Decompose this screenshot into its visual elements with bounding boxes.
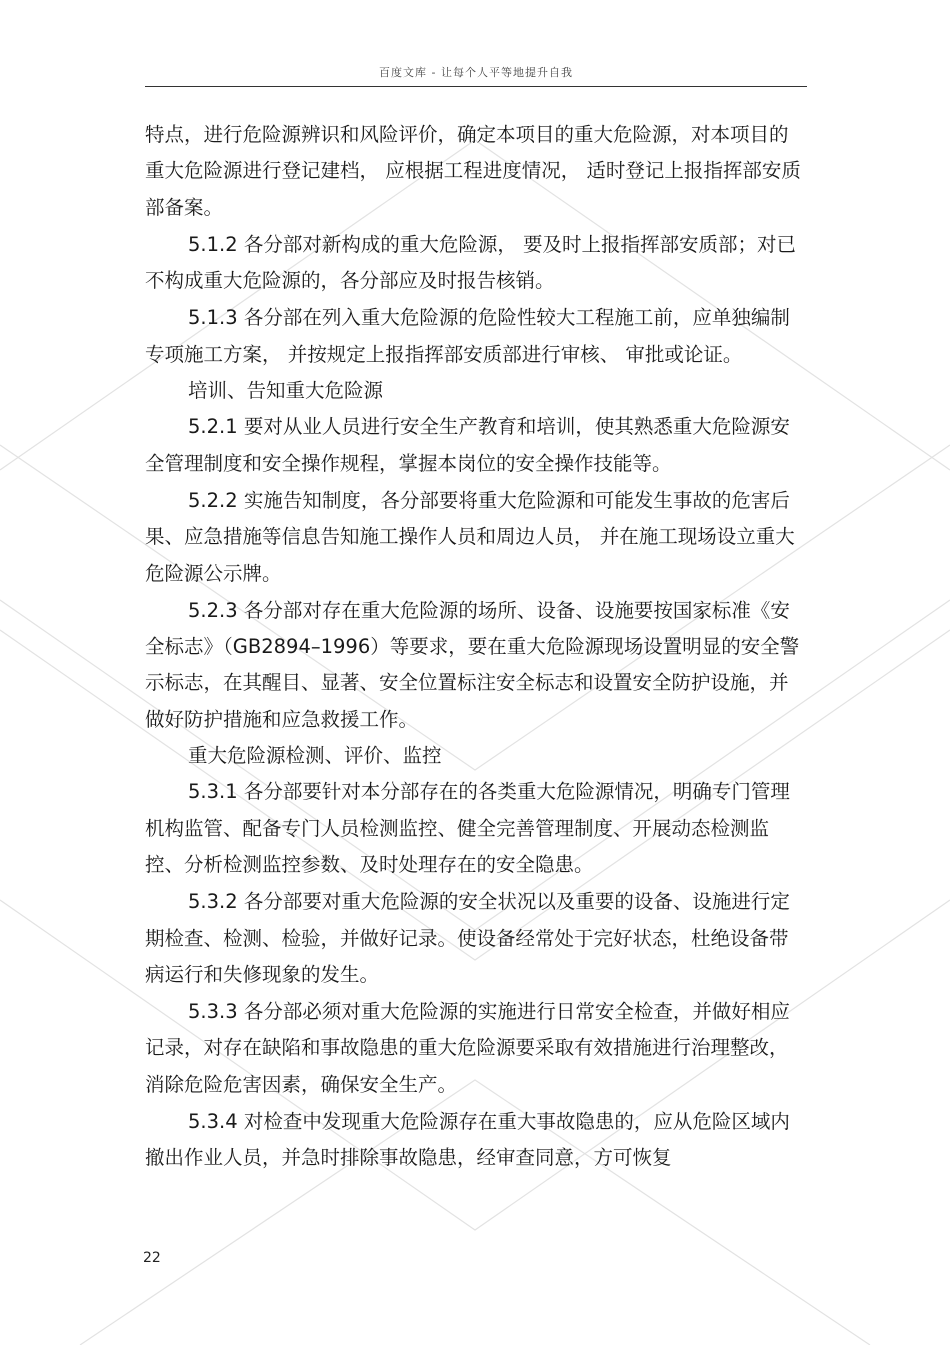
- paragraph: 特点，进行危险源辨识和风险评价，确定本项目的重大危险源，对本项目的重大危险源进行登记建档， 应根据工程进度情况， 适时登记上报指挥部安质部备案。: [145, 123, 801, 219]
- page-header: 百度文库 - 让每个人平等地提升自我: [379, 66, 573, 79]
- paragraph: 5.3.2 各分部要对重大危险源的安全状况以及重要的设备、设施进行定期检查、检测、检验，并做好记录。使设备经常处于完好状态，杜绝设备带病运行和失修现象的发生。: [145, 890, 790, 986]
- paragraph: 5.2.3 各分部对存在重大危险源的场所、设备、设施要按国家标准《安全标志》（GB2894–1996）等要求，要在重大危险源现场设置明显的安全警示标志，在其醒目、显著、安全位置标注安全标志和设置安全防护设施，并做好防护措施和应急救援工作。: [145, 598, 800, 731]
- section-heading: 重大危险源检测、评价、监控: [188, 744, 442, 768]
- paragraph: 5.3.3 各分部必须对重大危险源的实施进行日常安全检查，并做好相应记录，对存在缺陷和事故隐患的重大危险源要采取有效措施进行治理整改，消除危险危害因素，确保安全生产。: [145, 1000, 790, 1096]
- paragraph: 5.3.1 各分部要针对本分部存在的各类重大危险源情况，明确专门管理机构监管、配备专门人员检测监控、健全完善管理制度、开展动态检测监控、分析检测监控参数、及时处理存在的安全隐患。: [145, 780, 790, 876]
- document-body: [145, 117, 807, 1177]
- page-number: 22: [143, 1250, 161, 1266]
- paragraph: 5.2.1 要对从业人员进行安全生产教育和培训，使其熟悉重大危险源安全管理制度和安全操作规程，掌握本岗位的安全操作技能等。: [145, 415, 790, 475]
- section-heading: 培训、告知重大危险源: [188, 379, 384, 403]
- header-rule: [145, 86, 807, 87]
- paragraph: 5.2.2 实施告知制度，各分部要将重大危险源和可能发生事故的危害后果、应急措施等信息告知施工操作人员和周边人员， 并在施工现场设立重大危险源公示牌。: [145, 488, 795, 585]
- paragraph: 5.1.2 各分部对新构成的重大危险源， 要及时上报指挥部安质部；对已不构成重大危险源的，各分部应及时报告核销。: [145, 232, 797, 293]
- paragraph: 5.1.3 各分部在列入重大危险源的危险性较大工程施工前，应单独编制专项施工方案， 并按规定上报指挥部安质部进行审核、 审批或论证。: [145, 306, 790, 366]
- paragraph: 5.3.4 对检查中发现重大危险源存在重大事故隐患的，应从危险区域内撤出作业人员，并急时排除事故隐患，经审查同意，方可恢复: [145, 1110, 790, 1170]
